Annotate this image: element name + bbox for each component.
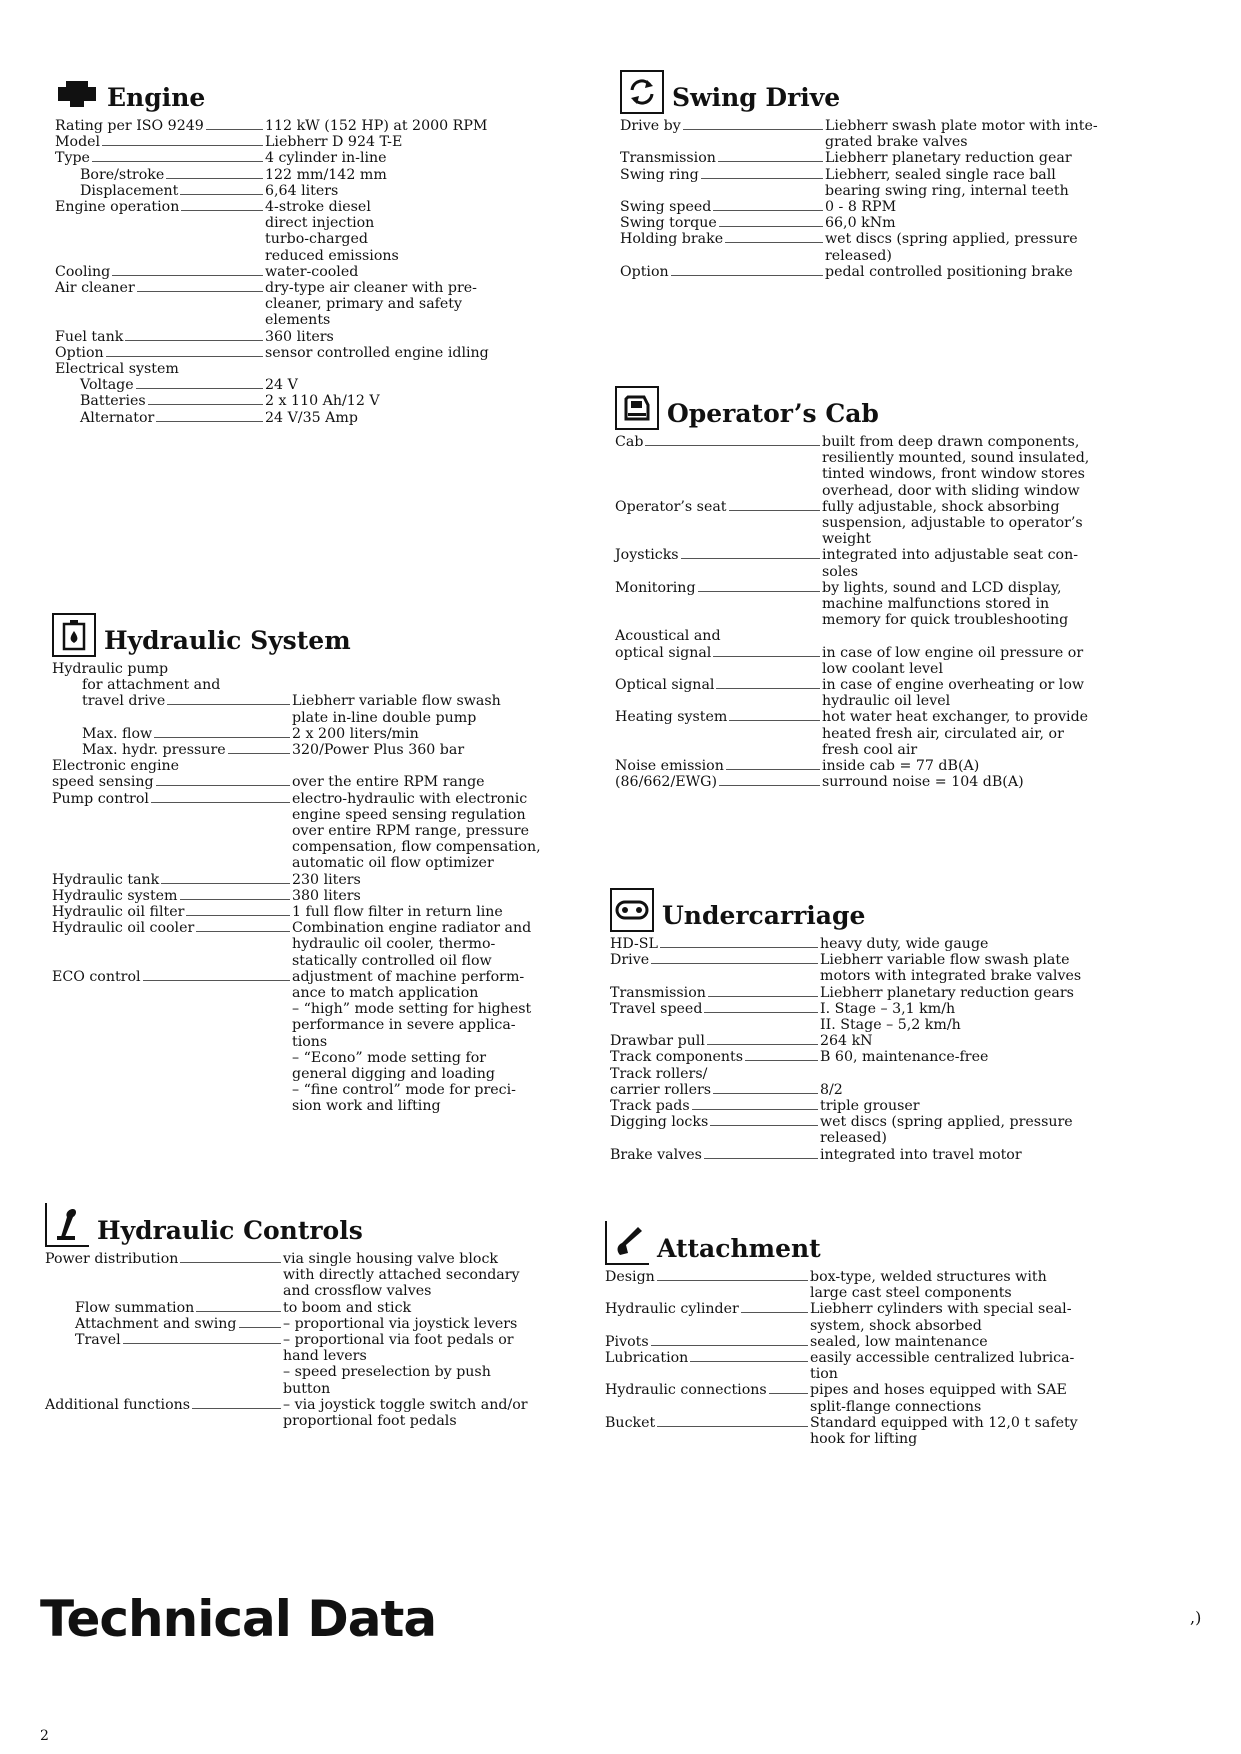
spec-label: Track pads <box>610 1098 690 1115</box>
spec-row <box>55 377 555 393</box>
spec-value: water-cooled <box>265 263 359 280</box>
spec-row <box>55 280 555 329</box>
spec-row <box>610 1001 1160 1033</box>
spec-label: optical signal <box>615 644 712 661</box>
spec-row <box>52 920 592 969</box>
spec-label: Hydraulic oil cooler <box>52 920 195 937</box>
spec-value: in case of low engine oil pressure or low coolant level <box>822 644 1084 677</box>
leader-line <box>660 936 818 948</box>
leader-line <box>713 645 820 657</box>
spec-row <box>610 1082 1160 1098</box>
hydraulic-system-rows <box>52 661 592 1115</box>
attachment-header <box>605 1215 1160 1265</box>
spec-label: Transmission <box>610 984 706 1001</box>
spec-value: Liebherr swash plate motor with inte- grated brake valves <box>825 118 1098 151</box>
leader-line <box>713 199 823 211</box>
leader-line <box>719 774 820 786</box>
spec-row <box>615 774 1160 790</box>
spec-value: – proportional via foot pedals or hand levers – speed preselection by push button <box>283 1332 514 1397</box>
spec-value: sealed, low maintenance <box>810 1333 988 1350</box>
leader-line <box>196 1300 281 1312</box>
leader-line <box>707 1033 818 1045</box>
leader-line <box>683 118 823 130</box>
spec-value: wet discs (spring applied, pressure released) <box>825 231 1078 264</box>
spec-value: 380 liters <box>292 887 361 904</box>
leader-line <box>657 1269 808 1281</box>
attachment-title: Attachment <box>657 1234 821 1263</box>
spec-value: pipes and hoses equipped with SAE split-flange connections <box>810 1382 1067 1415</box>
spec-label: Type <box>55 150 90 167</box>
spec-label: Additional functions <box>45 1396 191 1413</box>
spec-row <box>52 791 592 872</box>
spec-label: Transmission <box>620 150 716 167</box>
spec-row <box>610 985 1160 1001</box>
spec-row <box>620 231 1160 263</box>
spec-label: Brake valves <box>610 1146 702 1163</box>
leader-line <box>698 580 820 592</box>
undercarriage-title: Undercarriage <box>662 901 866 930</box>
spec-value: Liebherr planetary reduction gear <box>825 150 1072 167</box>
track-icon <box>610 888 654 932</box>
spec-label: Hydraulic oil filter <box>52 904 185 921</box>
spec-row <box>55 410 555 426</box>
spec-value <box>265 361 555 377</box>
spec-value: heavy duty, wide gauge <box>820 936 989 952</box>
spec-value: triple grouser <box>820 1098 920 1115</box>
spec-value: 2 x 200 liters/min <box>292 725 419 742</box>
spec-row <box>55 134 555 150</box>
engine-rows <box>55 118 555 426</box>
spec-row <box>55 361 555 377</box>
leader-line <box>151 791 290 803</box>
spec-label: Max. flow <box>82 725 153 742</box>
leader-line <box>166 167 263 179</box>
spec-label: Optical signal <box>615 677 715 694</box>
leader-line <box>741 1301 808 1313</box>
spec-value: – via joystick toggle switch and/or proportional foot pedals <box>283 1396 528 1430</box>
leader-line <box>161 872 290 884</box>
spec-label: Hydraulic tank <box>52 871 160 888</box>
spec-row <box>615 580 1160 629</box>
hydraulic-controls-title: Hydraulic Controls <box>97 1216 363 1245</box>
leader-line <box>154 726 290 738</box>
spec-value: Liebherr planetary reduction gears <box>820 984 1074 1001</box>
leader-line <box>681 547 820 559</box>
spec-label: Acoustical and <box>615 628 721 645</box>
leader-line <box>651 1334 808 1346</box>
leader-line <box>701 167 823 179</box>
spec-label: Pump control <box>52 790 149 807</box>
spec-row <box>45 1397 595 1429</box>
spec-row <box>615 709 1160 758</box>
swing-drive-rows <box>620 118 1160 280</box>
spec-label: for attachment and <box>82 677 221 694</box>
spec-row <box>620 167 1160 199</box>
spec-row <box>620 199 1160 215</box>
leader-line <box>704 1001 818 1013</box>
spec-row <box>45 1300 595 1316</box>
spec-row <box>615 645 1160 677</box>
spec-value <box>820 1066 1160 1082</box>
spec-value: 264 kN <box>820 1033 873 1050</box>
page-title: Technical Data <box>40 1590 437 1648</box>
leader-line <box>156 410 263 422</box>
spec-value: by lights, sound and LCD display, machine malfunctions stored in memory for quick troubleshooting <box>822 579 1069 629</box>
spec-value: 24 V/35 Amp <box>265 409 358 426</box>
leader-line <box>769 1382 808 1394</box>
spec-value: inside cab = 77 dB(A) <box>822 758 980 775</box>
spec-row <box>52 693 592 725</box>
spec-value: Liebherr variable flow swash plate in-line double pump <box>292 693 501 726</box>
hydraulic-controls-rows <box>45 1251 595 1429</box>
spec-label: Bore/stroke <box>80 166 165 183</box>
spec-value <box>292 677 592 693</box>
spec-value: hot water heat exchanger, to provide heated fresh air, circulated air, or fresh cool air <box>822 709 1089 758</box>
spec-row <box>605 1350 1160 1382</box>
leader-line <box>726 758 820 770</box>
leader-line <box>708 985 818 997</box>
spec-row <box>45 1332 595 1397</box>
leader-line <box>196 920 290 932</box>
leader-line <box>651 952 818 964</box>
leader-line <box>745 1049 818 1061</box>
spec-label: (86/662/EWG) <box>615 774 718 791</box>
spec-row <box>55 199 555 264</box>
leader-line <box>143 969 290 981</box>
spec-row <box>52 758 592 774</box>
leader-line <box>206 118 263 130</box>
spec-row <box>605 1301 1160 1333</box>
engine-section <box>55 64 555 426</box>
spec-value: in case of engine overheating or low hydraulic oil level <box>822 677 1085 710</box>
excavator-arm-icon <box>605 1221 649 1265</box>
engine-title: Engine <box>107 83 206 112</box>
undercarriage-section <box>610 882 1160 1163</box>
spec-label: Batteries <box>80 393 146 410</box>
spec-row <box>610 1147 1160 1163</box>
spec-row <box>55 329 555 345</box>
spec-label: Alternator <box>80 409 155 426</box>
spec-label: Voltage <box>80 377 134 394</box>
leader-line <box>112 264 263 276</box>
spec-label: Hydraulic cylinder <box>605 1301 739 1318</box>
spec-row <box>52 872 592 888</box>
spec-label: Electronic engine <box>52 758 180 775</box>
spec-value: 4 cylinder in-line <box>265 150 387 167</box>
spec-row <box>52 677 592 693</box>
leader-line <box>239 1316 281 1328</box>
spec-label: Cab <box>615 434 644 450</box>
spec-value: 230 liters <box>292 871 361 888</box>
spec-label: Digging locks <box>610 1114 709 1131</box>
spec-value: sensor controlled engine idling <box>265 344 489 361</box>
spec-row <box>620 150 1160 166</box>
spec-value: 320/Power Plus 360 bar <box>292 742 465 759</box>
spec-row <box>55 167 555 183</box>
leader-line <box>645 434 820 446</box>
spec-row <box>610 1033 1160 1049</box>
leader-line <box>710 1114 818 1126</box>
spec-label: Hydraulic system <box>52 887 178 904</box>
spec-row <box>615 677 1160 709</box>
spec-label: Swing speed <box>620 199 712 216</box>
hydraulic-system-header <box>52 607 592 657</box>
spec-row <box>610 952 1160 984</box>
spec-label: Travel <box>75 1332 121 1349</box>
spec-label: ECO control <box>52 968 141 985</box>
spec-row <box>55 345 555 361</box>
leader-line <box>180 888 290 900</box>
spec-value: Standard equipped with 12,0 t safety hook for lifting <box>810 1414 1078 1448</box>
spec-row <box>45 1316 595 1332</box>
spec-row <box>615 434 1160 499</box>
swing-drive-header <box>620 64 1160 114</box>
leader-line <box>148 393 263 405</box>
leader-line <box>156 774 290 786</box>
leader-line <box>136 377 263 389</box>
spec-row <box>615 628 1160 644</box>
spec-row <box>52 774 592 790</box>
spec-value: to boom and stick <box>283 1299 412 1316</box>
leader-line <box>657 1415 808 1427</box>
spec-label: Track components <box>610 1049 743 1066</box>
spec-label: Pivots <box>605 1333 649 1350</box>
spec-value: dry-type air cleaner with pre- cleaner, primary and safety elements <box>265 280 477 329</box>
joystick-icon <box>45 1203 89 1247</box>
rotation-arrows-icon <box>620 70 664 114</box>
leader-line <box>704 1147 818 1159</box>
spec-label: Electrical system <box>55 361 179 378</box>
spec-value: – proportional via joystick levers <box>283 1315 518 1332</box>
spec-label: Bucket <box>605 1414 656 1431</box>
leader-line <box>167 693 290 705</box>
spec-value: 122 mm/142 mm <box>265 166 387 183</box>
spec-row <box>610 1066 1160 1082</box>
spec-value: adjustment of machine perform- ance to match application – “high” mode setting for highest performance in severe applica- tions – “Econo” mode setting for general digging and loading – “fine control” mode for preci- sion work and lifting <box>292 968 532 1115</box>
spec-row <box>55 118 555 134</box>
engine-header <box>55 64 555 114</box>
spec-value: fully adjustable, shock absorbing suspension, adjustable to operator’s weight <box>822 498 1083 548</box>
spec-label: Engine operation <box>55 199 180 216</box>
leader-line <box>690 1350 808 1362</box>
spec-value: 8/2 <box>820 1081 843 1098</box>
spec-value: 1 full flow filter in return line <box>292 904 503 921</box>
spec-value: 66,0 kNm <box>825 215 896 232</box>
spec-row <box>610 1098 1160 1114</box>
spec-row <box>615 499 1160 548</box>
hydraulic-controls-header <box>45 1197 595 1247</box>
spec-label: speed sensing <box>52 774 154 791</box>
spec-value: built from deep drawn components, resiliently mounted, sound insulated, tinted windows, front window stores overhead, door with sliding window <box>822 434 1090 499</box>
spec-label: Cooling <box>55 263 111 280</box>
spec-label: Joysticks <box>615 547 679 564</box>
spec-label: carrier rollers <box>610 1081 712 1098</box>
spec-row <box>610 936 1160 952</box>
spec-label: Hydraulic connections <box>605 1382 767 1399</box>
spec-row <box>615 758 1160 774</box>
spec-row <box>52 969 592 1115</box>
spec-row <box>55 183 555 199</box>
spec-label: Air cleaner <box>55 280 135 297</box>
swing-drive-title: Swing Drive <box>672 83 841 112</box>
spec-row <box>605 1382 1160 1414</box>
spec-label: Track rollers/ <box>610 1065 708 1082</box>
spec-row <box>605 1269 1160 1301</box>
spec-label: Travel speed <box>610 1000 703 1017</box>
spec-row <box>52 726 592 742</box>
leader-line <box>716 677 820 689</box>
spec-value: Liebherr cylinders with special seal- system, shock absorbed <box>810 1301 1072 1334</box>
spec-row <box>45 1251 595 1300</box>
spec-row <box>620 215 1160 231</box>
spec-value: I. Stage – 3,1 km/h II. Stage – 5,2 km/h <box>820 1000 961 1034</box>
operators-cab-section <box>615 380 1160 790</box>
spec-label: Drive by <box>620 118 681 134</box>
spec-label: Displacement <box>80 182 179 199</box>
page-number: 2 <box>40 1728 49 1744</box>
spec-label: Hydraulic pump <box>52 661 169 677</box>
spec-label: HD-SL <box>610 936 658 952</box>
spec-label: Flow summation <box>75 1299 195 1316</box>
leader-line <box>123 1332 281 1344</box>
spec-row <box>55 150 555 166</box>
spec-value: via single housing valve block with directly attached secondary and crossflow valves <box>283 1251 520 1300</box>
spec-row <box>610 1114 1160 1146</box>
spec-value <box>292 758 592 774</box>
leader-line <box>125 329 263 341</box>
spec-value: easily accessible centralized lubrica- tion <box>810 1350 1075 1383</box>
spec-label: Fuel tank <box>55 328 124 345</box>
leader-line <box>102 134 263 146</box>
leader-line <box>137 280 263 292</box>
spec-row <box>615 547 1160 579</box>
leader-line <box>180 1251 281 1263</box>
spec-label: travel drive <box>82 693 166 710</box>
spec-value: Liebherr variable flow swash plate motors with integrated brake valves <box>820 952 1082 985</box>
spec-value: integrated into travel motor <box>820 1146 1022 1163</box>
spec-label: Drawbar pull <box>610 1033 705 1050</box>
spec-value: 112 kW (152 HP) at 2000 RPM <box>265 118 488 134</box>
spec-row <box>55 393 555 409</box>
undercarriage-rows <box>610 936 1160 1163</box>
spec-label: Operator’s seat <box>615 498 727 515</box>
spec-value: electro-hydraulic with electronic engine speed sensing regulation over entire RPM range, pressure compensation, flow compensation, automatic oil flow optimizer <box>292 790 541 872</box>
spec-row <box>55 264 555 280</box>
spec-label: Option <box>55 344 104 361</box>
spec-label: Swing ring <box>620 166 699 183</box>
spec-label: Attachment and swing <box>75 1315 237 1332</box>
spec-value: 360 liters <box>265 328 334 345</box>
leader-line <box>92 150 263 162</box>
spec-row <box>52 888 592 904</box>
leader-line <box>181 199 263 211</box>
spec-row <box>52 742 592 758</box>
spec-value: box-type, welded structures with large cast steel components <box>810 1269 1047 1302</box>
hydraulic-system-section <box>52 607 592 1115</box>
spec-value: 24 V <box>265 377 298 394</box>
leader-line <box>180 183 263 195</box>
spec-row <box>605 1334 1160 1350</box>
hydraulic-controls-section <box>45 1197 595 1429</box>
spec-label: Option <box>620 263 669 280</box>
cab-icon <box>615 386 659 430</box>
spec-row <box>620 118 1160 150</box>
leader-line <box>729 709 820 721</box>
spec-label: Lubrication <box>605 1350 689 1367</box>
leader-line <box>718 150 823 162</box>
leader-line <box>671 264 823 276</box>
spec-value: Liebherr, sealed single race ball bearing swing ring, internal teeth <box>825 166 1069 199</box>
spec-value: 4-stroke diesel direct injection turbo-charged reduced emissions <box>265 199 399 264</box>
spec-row <box>620 264 1160 280</box>
spec-row <box>605 1415 1160 1447</box>
swing-drive-section <box>620 64 1160 280</box>
leader-line <box>106 345 263 357</box>
spec-label: Design <box>605 1269 655 1285</box>
spec-value <box>292 661 592 677</box>
spec-value: over the entire RPM range <box>292 774 485 791</box>
edge-mark: ,) <box>1190 1608 1202 1627</box>
spec-value <box>822 628 1160 644</box>
operators-cab-title: Operator’s Cab <box>667 399 879 428</box>
spec-label: Power distribution <box>45 1251 179 1267</box>
spec-value: 0 - 8 RPM <box>825 199 897 216</box>
hydraulic-system-title: Hydraulic System <box>104 626 351 655</box>
leader-line <box>186 904 290 916</box>
oil-tank-icon <box>52 613 96 657</box>
spec-label: Holding brake <box>620 231 724 248</box>
spec-value: surround noise = 104 dB(A) <box>822 774 1024 791</box>
spec-label: Rating per ISO 9249 <box>55 118 204 134</box>
spec-label: Monitoring <box>615 579 696 596</box>
spec-row <box>52 904 592 920</box>
undercarriage-header <box>610 882 1160 932</box>
leader-line <box>228 742 290 754</box>
leader-line <box>692 1098 818 1110</box>
operators-cab-rows <box>615 434 1160 790</box>
spec-label: Max. hydr. pressure <box>82 742 226 759</box>
spec-label: Noise emission <box>615 758 724 775</box>
spec-row <box>610 1049 1160 1065</box>
leader-line <box>725 231 823 243</box>
spec-value: integrated into adjustable seat con- soles <box>822 547 1079 580</box>
leader-line <box>729 499 820 511</box>
spec-label: Drive <box>610 952 650 969</box>
spec-label: Heating system <box>615 709 728 726</box>
spec-value: Combination engine radiator and hydraulic oil cooler, thermo- statically controlled oil flow <box>292 920 532 969</box>
spec-value: wet discs (spring applied, pressure released) <box>820 1114 1073 1147</box>
attachment-rows <box>605 1269 1160 1447</box>
leader-line <box>192 1397 281 1409</box>
spec-label: Model <box>55 134 101 151</box>
attachment-section <box>605 1215 1160 1447</box>
engine-icon <box>55 70 99 114</box>
spec-row <box>52 661 592 677</box>
spec-value: pedal controlled positioning brake <box>825 263 1073 280</box>
leader-line <box>719 215 823 227</box>
operators-cab-header <box>615 380 1160 430</box>
spec-value: B 60, maintenance-free <box>820 1049 989 1066</box>
leader-line <box>713 1082 818 1094</box>
spec-label: Swing torque <box>620 215 717 232</box>
spec-value: 2 x 110 Ah/12 V <box>265 393 380 410</box>
spec-value: Liebherr D 924 T-E <box>265 134 403 151</box>
spec-value: 6,64 liters <box>265 182 339 199</box>
